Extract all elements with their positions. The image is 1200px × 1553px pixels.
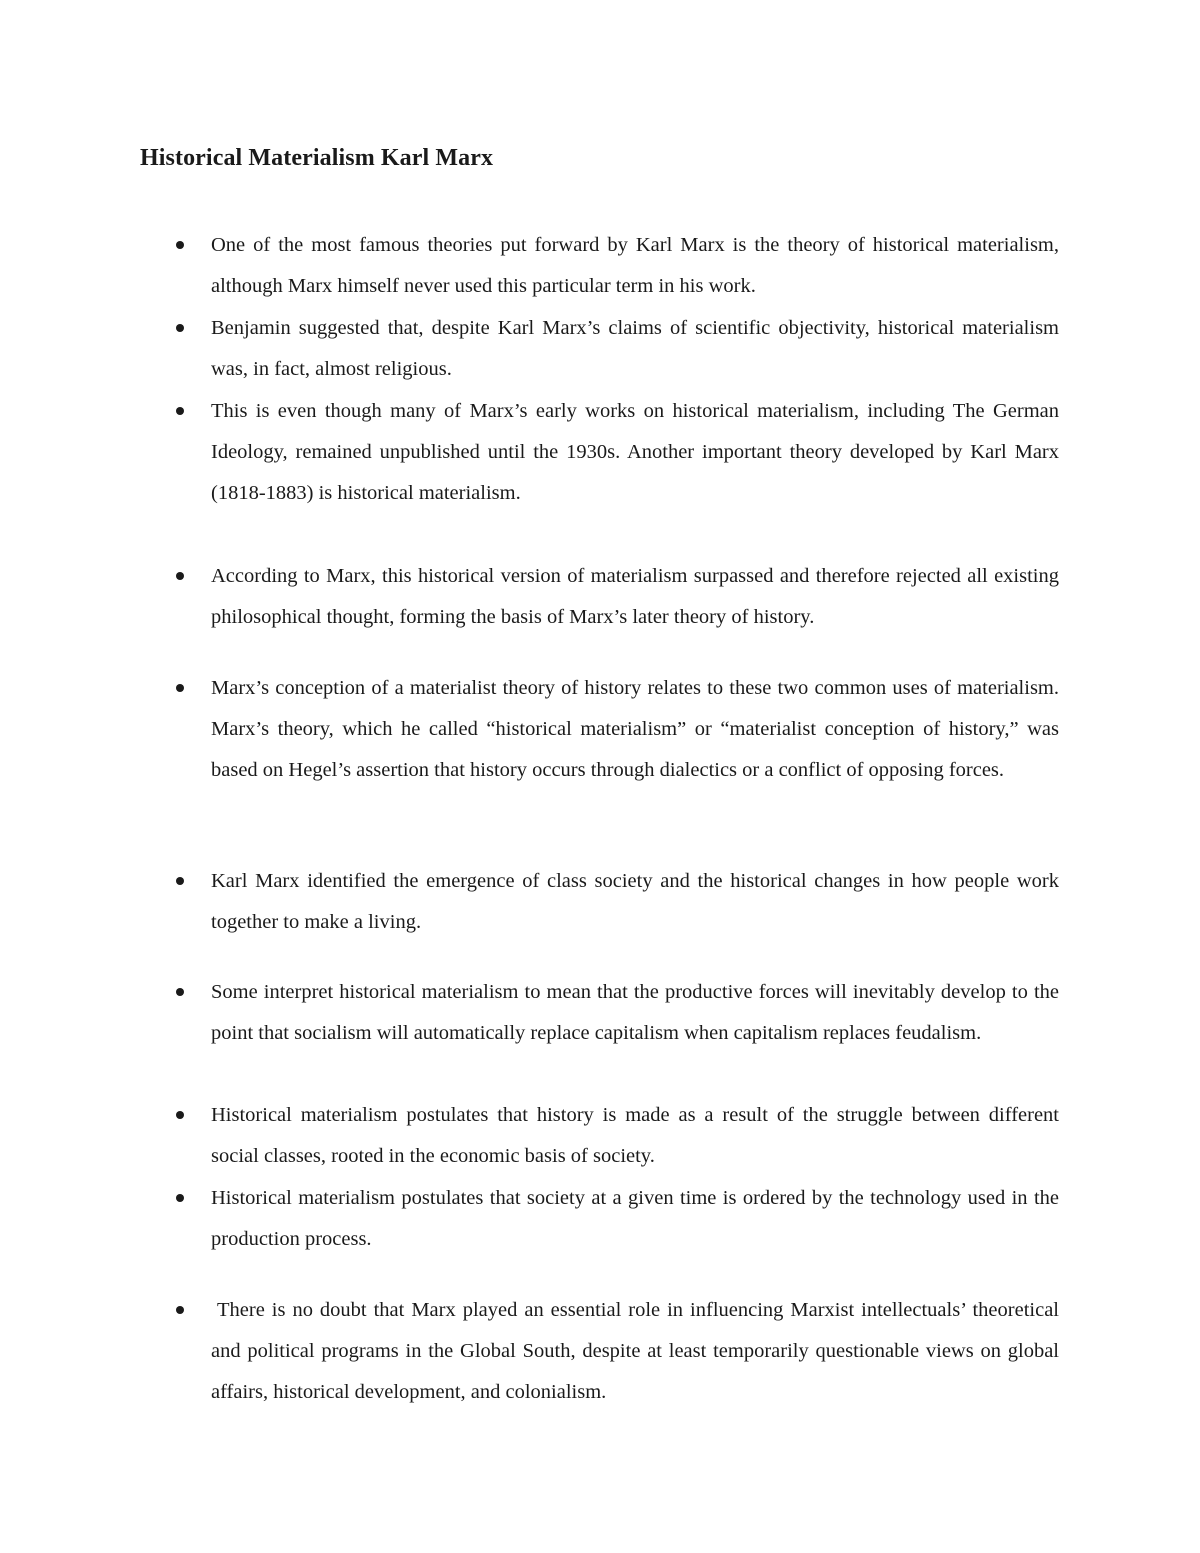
- list-item: Benjamin suggested that, despite Karl Marx’s claims of scientific objectivity, historical materialism was, in fact, almost religious.: [211, 317, 1059, 380]
- bullet-icon: [176, 324, 184, 332]
- list-item: Marx’s conception of a materialist theory of history relates to these two common uses of materialism. Marx’s theory, which he called “historical materialism” or “materialist conception of history,” was based on Hegel’s assertion that history occurs through dialectics or a conflict of opposing forces.: [211, 677, 1059, 781]
- bullet-icon: [176, 684, 184, 692]
- list-item: One of the most famous theories put forward by Karl Marx is the theory of historical materialism, although Marx himself never used this particular term in his work.: [211, 234, 1059, 297]
- list-item: Historical materialism postulates that society at a given time is ordered by the technology used in the production process.: [211, 1187, 1059, 1250]
- bullet-icon: [176, 241, 184, 249]
- bullet-icon: [176, 877, 184, 885]
- page-title: Historical Materialism Karl Marx: [140, 145, 494, 171]
- bullet-icon: [176, 1306, 184, 1314]
- bullet-icon: [176, 1194, 184, 1202]
- list-item: Karl Marx identified the emergence of class society and the historical changes in how people work together to make a living.: [211, 870, 1059, 933]
- list-item: Some interpret historical materialism to mean that the productive forces will inevitably develop to the point that socialism will automatically replace capitalism when capitalism replaces feudalism.: [211, 981, 1059, 1044]
- list-item: According to Marx, this historical version of materialism surpassed and therefore rejected all existing philosophical thought, forming the basis of Marx’s later theory of history.: [211, 565, 1059, 628]
- bullet-icon: [176, 572, 184, 580]
- list-item: This is even though many of Marx’s early works on historical materialism, including The German Ideology, remained unpublished until the 1930s. Another important theory developed by Karl Marx (1818-1883) is historical materialism.: [211, 400, 1059, 504]
- bullet-icon: [176, 407, 184, 415]
- list-item: Historical materialism postulates that history is made as a result of the struggle between different social classes, rooted in the economic basis of society.: [211, 1104, 1059, 1167]
- bullet-icon: [176, 988, 184, 996]
- bullet-icon: [176, 1111, 184, 1119]
- list-item: There is no doubt that Marx played an essential role in influencing Marxist intellectuals’ theoretical and political programs in the Global South, despite at least temporarily questionable views on global affairs, historical development, and colonialism.: [211, 1299, 1059, 1403]
